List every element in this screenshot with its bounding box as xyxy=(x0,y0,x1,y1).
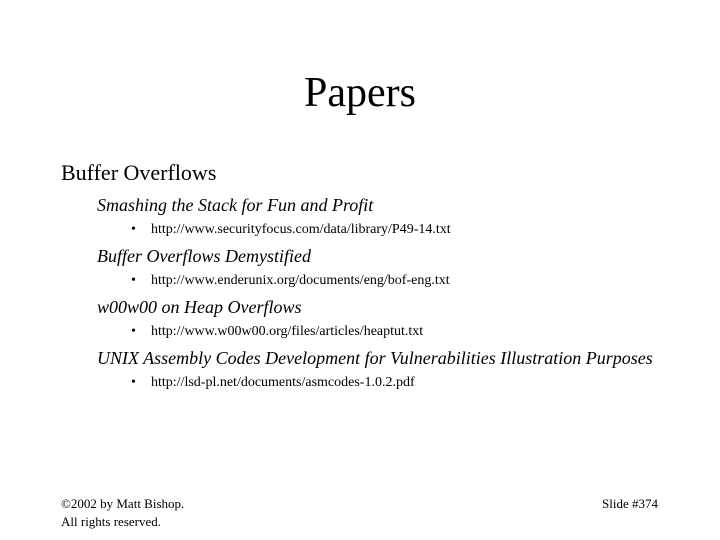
bullet-icon: • xyxy=(131,375,136,390)
slide-number: Slide #374 xyxy=(602,496,658,511)
paper-url-link[interactable]: http://www.enderunix.org/documents/eng/bof-eng.txt xyxy=(151,273,450,288)
paper-item xyxy=(97,346,677,393)
bullet-icon: • xyxy=(131,324,136,339)
paper-title: Smashing the Stack for Fun and Profit xyxy=(97,195,374,215)
footer-copyright xyxy=(61,495,184,531)
copyright-line: ©2002 by Matt Bishop. xyxy=(61,496,185,511)
paper-title: UNIX Assembly Codes Development for Vulnerabilities Illustration Purposes xyxy=(97,348,653,368)
paper-url-link[interactable]: http://www.w00w00.org/files/articles/heaptut.txt xyxy=(151,324,424,339)
paper-link-row xyxy=(97,220,677,240)
paper-url-link[interactable]: http://lsd-pl.net/documents/asmcodes-1.0.2.pdf xyxy=(151,375,415,390)
paper-item xyxy=(97,244,677,291)
paper-link-row xyxy=(97,373,677,393)
paper-link-row xyxy=(97,271,677,291)
rights-line: All rights reserved. xyxy=(61,514,162,529)
bullet-icon: • xyxy=(131,222,136,237)
paper-url-link[interactable]: http://www.securityfocus.com/data/library/P49-14.txt xyxy=(151,222,451,237)
paper-item xyxy=(97,295,677,342)
slide-title: Papers xyxy=(304,70,416,116)
section-heading: Buffer Overflows xyxy=(61,160,217,185)
bullet-icon: • xyxy=(131,273,136,288)
paper-list xyxy=(97,193,677,397)
paper-title: w00w00 on Heap Overflows xyxy=(97,297,302,317)
paper-item xyxy=(97,193,677,240)
paper-title: Buffer Overflows Demystified xyxy=(97,246,311,266)
paper-link-row xyxy=(97,322,677,342)
